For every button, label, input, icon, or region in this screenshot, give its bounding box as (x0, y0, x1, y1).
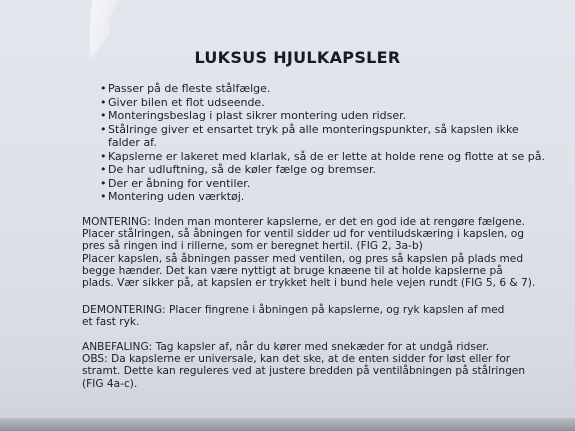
paragraph-line: pres så ringen ind i rillerne, som er beregnet hertil. (FIG 2, 3a-b) (82, 240, 423, 253)
list-item: • Montering uden værktøj. (100, 190, 545, 204)
feature-list (100, 82, 545, 204)
list-item (100, 123, 545, 150)
paragraph-line: Placer kapslen, så åbningen passer med ventilen, og pres så kapslen på plads med (82, 252, 524, 265)
montering-paragraph (82, 216, 536, 290)
list-item: • Passer på de fleste stålfælge. (100, 82, 545, 96)
paragraph-line: DEMONTERING: Placer fingrene i åbningen på kapslerne, og ryk kapslen af med (82, 304, 505, 316)
paragraph-line: ANBEFALING: Tag kapsler af, når du kører med snekæder for at undgå ridser. (82, 341, 490, 353)
list-item-line: falder af. (108, 136, 157, 149)
list-item: • Monteringsbeslag i plast sikrer montering uden ridser. (100, 109, 545, 123)
list-item: • Der er åbning for ventiler. (100, 177, 545, 191)
paragraph-line: OBS: Da kapslerne er universale, kan det ske, at de enten sidder for løst eller for (82, 353, 511, 366)
paragraph-line: begge hænder. Det kan være nyttigt at bruge knæene til at holde kapslerne på (82, 264, 503, 277)
paragraph-line: et fast ryk. (82, 316, 140, 329)
background-surface (0, 418, 575, 431)
page-title: LUKSUS HJULKAPSLER (194, 48, 401, 67)
demontering-paragraph (82, 304, 522, 328)
anbefaling-paragraph (82, 341, 526, 390)
paragraph-line: (FIG 4a-c). (82, 377, 138, 390)
paragraph-line: plads. Vær sikker på, at kapslen er trykket helt i bund hele vejen rundt (FIG 5, 6 & 7). (82, 277, 536, 290)
list-item: • Kapslerne er lakeret med klarlak, så de er lette at holde rene og flotte at se på. (100, 150, 545, 164)
list-item: • Giver bilen et flot udseende. (100, 96, 545, 110)
paragraph-line: Placer stålringen, så åbningen for ventil sidder ud for ventiludskæring i kapslen, og (82, 228, 524, 241)
list-item-line: • Stålringe giver et ensartet tryk på alle monteringspunkter, så kapslen ikke (108, 122, 519, 136)
list-item: • De har udluftning, så de køler fælge og bremser. (100, 163, 545, 177)
paragraph-line: MONTERING: Inden man monterer kapslerne, er det en god ide at rengøre fælgene. (82, 216, 525, 228)
paragraph-line: stramt. Dette kan reguleres ved at justere bredden på ventilåbningen på stålringen (82, 365, 526, 378)
